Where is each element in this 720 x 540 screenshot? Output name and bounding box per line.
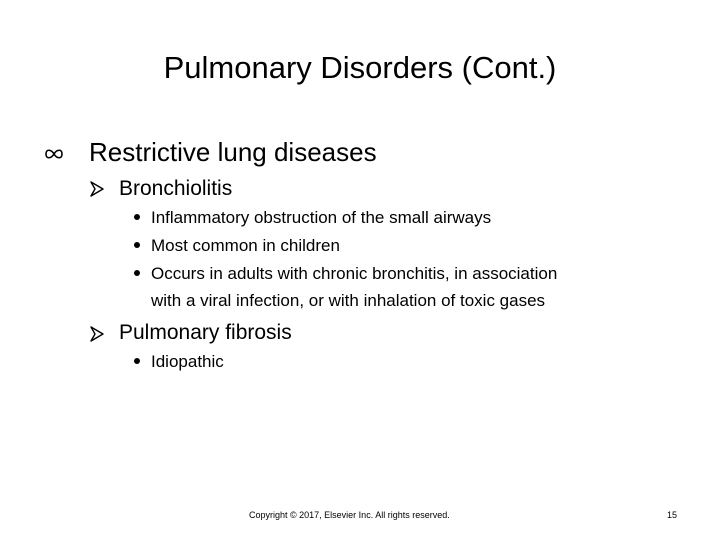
arrow-bullet-icon bbox=[90, 181, 104, 197]
footer-copyright: Copyright © 2017, Elsevier Inc. All rights reserved. bbox=[249, 510, 450, 520]
dot-bullet-icon bbox=[134, 270, 140, 276]
dot-bullet-icon bbox=[134, 242, 140, 248]
subheading-bronchiolitis: Bronchiolitis bbox=[119, 177, 233, 200]
slide-title: Pulmonary Disorders (Cont.) bbox=[163, 50, 557, 85]
bullet-restrictive-lung-diseases: Restrictive lung diseases bbox=[89, 137, 377, 167]
dot-bullet-icon bbox=[134, 214, 140, 220]
page-number: 15 bbox=[667, 510, 678, 520]
bronchiolitis-point-2: Most common in children bbox=[151, 236, 340, 255]
arrow-bullet-icon bbox=[90, 326, 104, 342]
bronchiolitis-point-3-continued: with a viral infection, or with inhalation of toxic gases bbox=[151, 291, 546, 310]
bronchiolitis-point-1: Inflammatory obstruction of the small airways bbox=[151, 208, 492, 227]
subheading-pulmonary-fibrosis: Pulmonary fibrosis bbox=[119, 321, 292, 344]
bronchiolitis-point-3: Occurs in adults with chronic bronchitis, in association bbox=[151, 264, 558, 283]
pulmonary-fibrosis-point-1: Idiopathic bbox=[151, 352, 224, 371]
dot-bullet-icon bbox=[134, 358, 140, 364]
infinity-bullet-icon bbox=[43, 143, 65, 165]
